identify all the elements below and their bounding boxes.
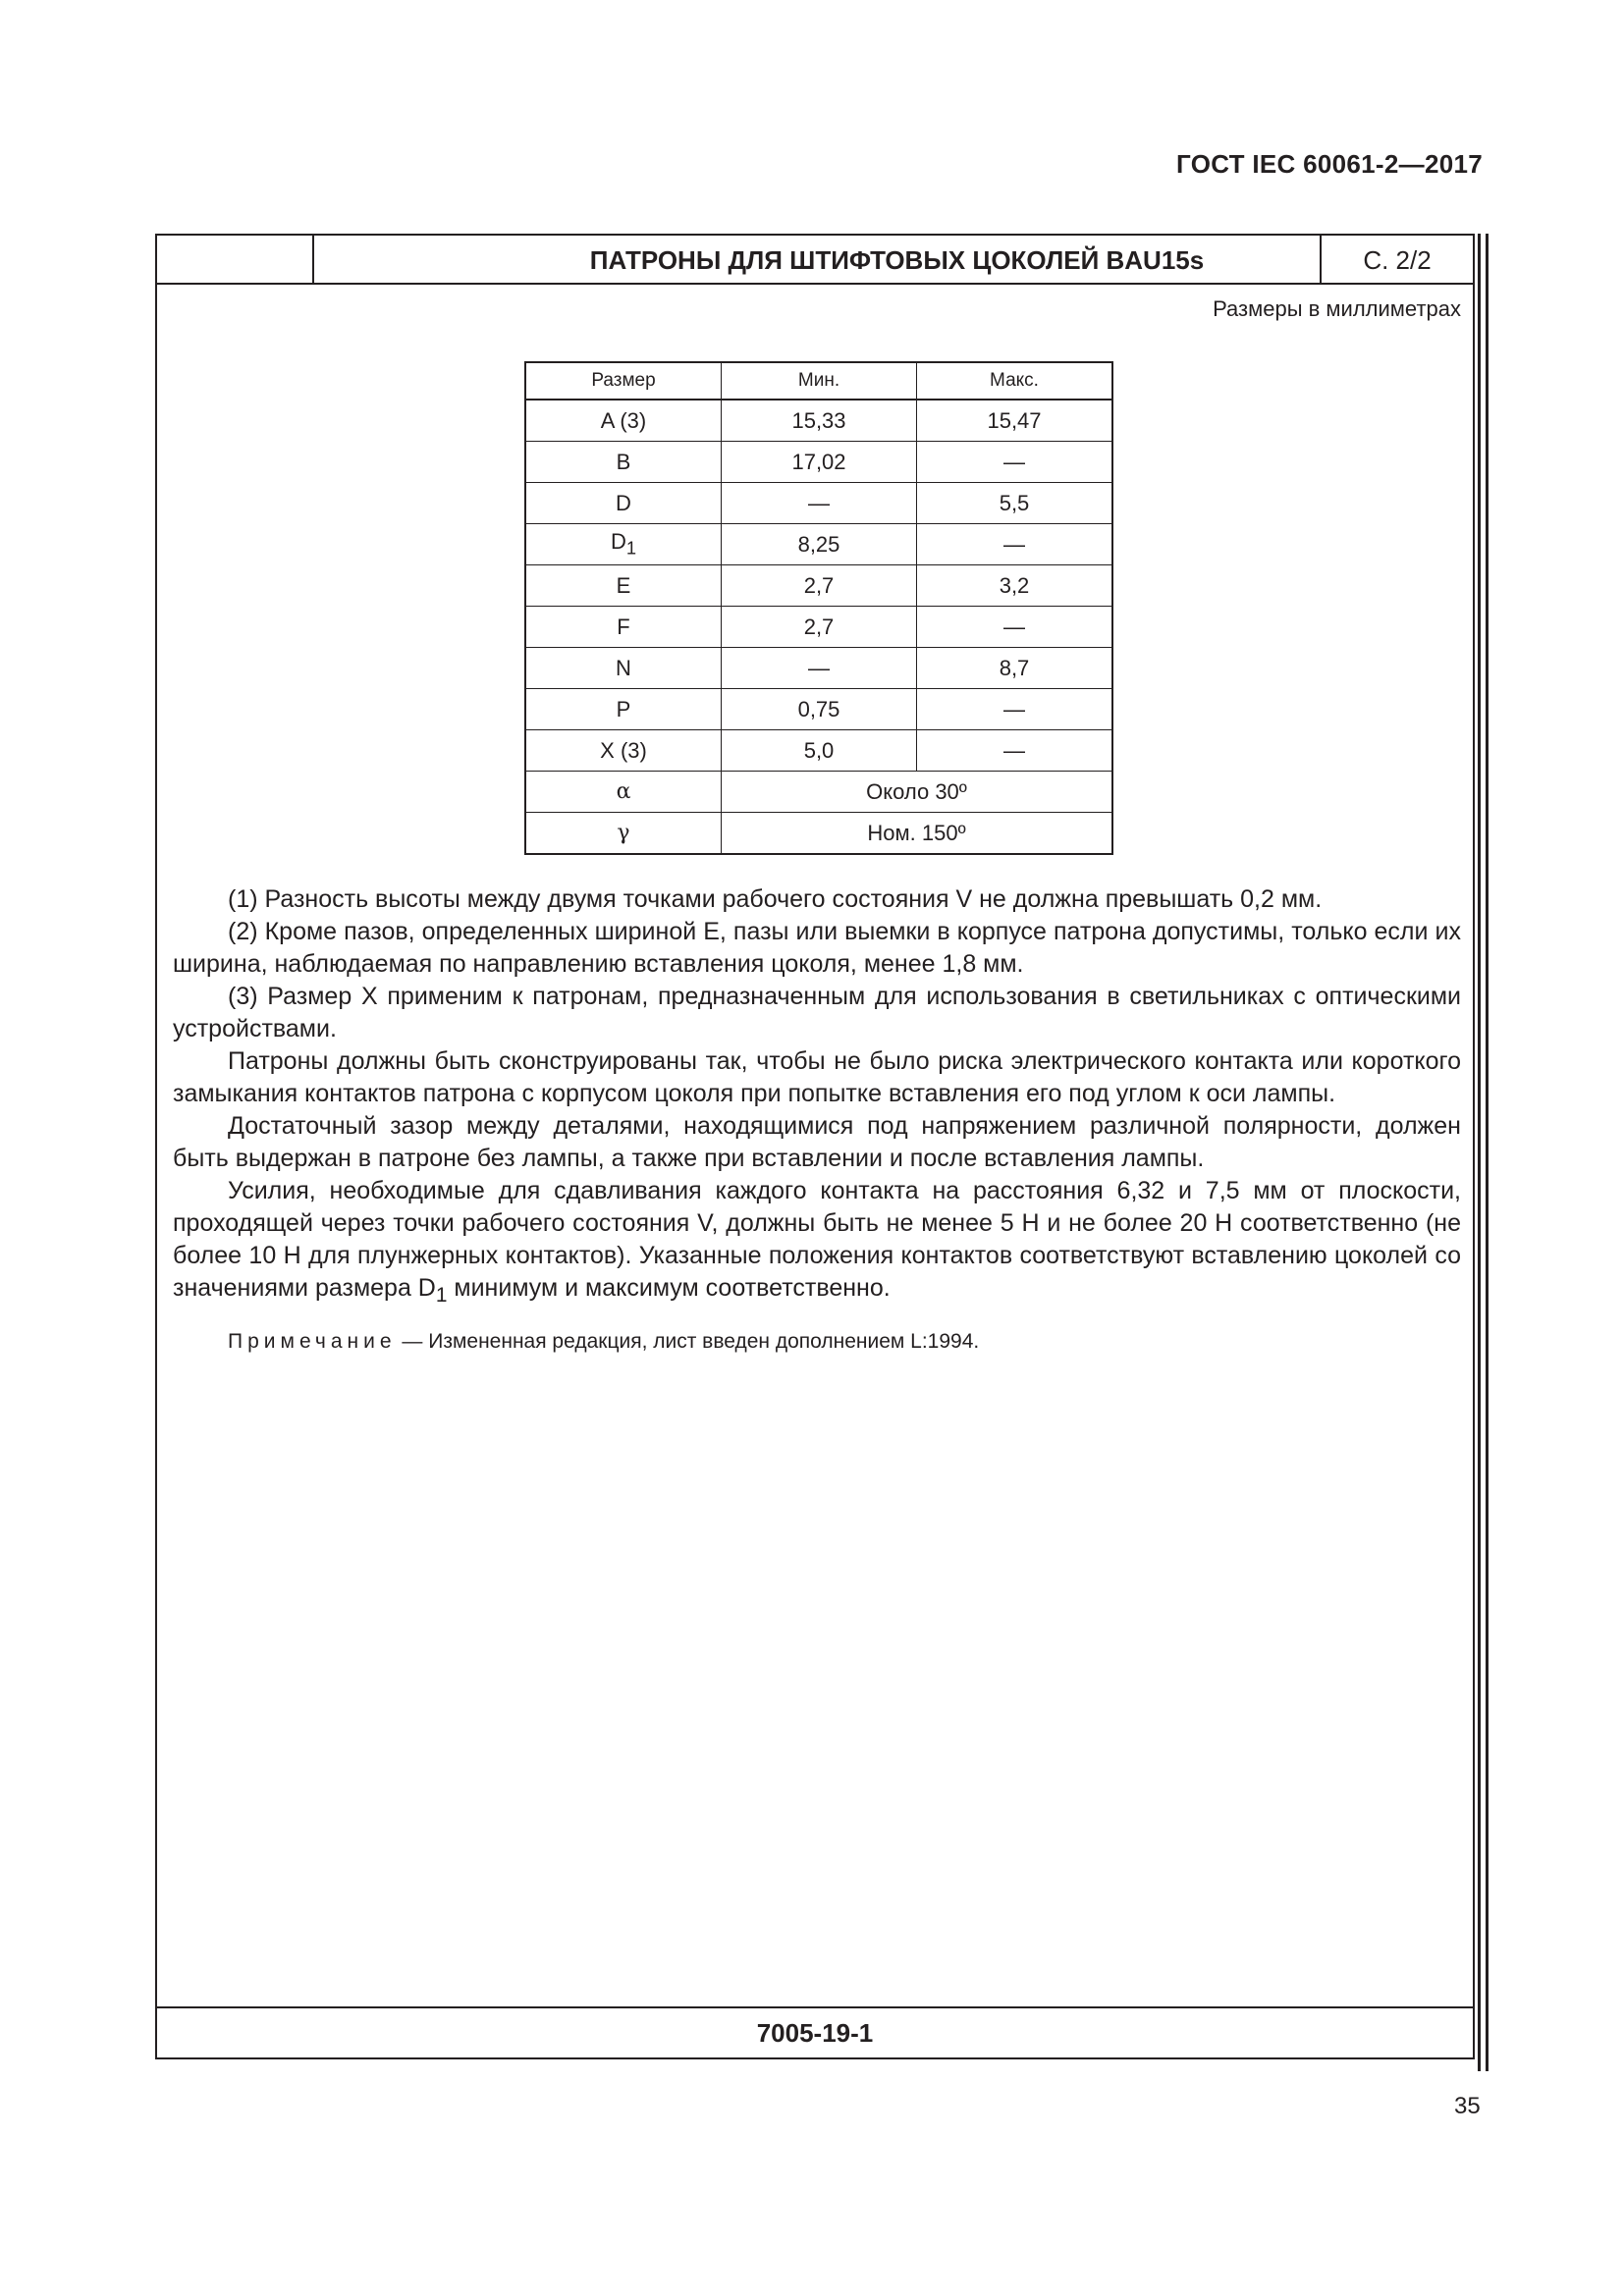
dim-cell-gamma: γ — [525, 813, 722, 855]
forces-text: Усилия, необходимые для сдавливания каждого контакта на расстояния 6,32 и 7,5 мм от плоскости, проходящей через точки рабочего состояния V, должны быть не менее 5 Н и не более 20 Н соответственно (не более 10 Н для плунжерных контактов). Указанные положения контактов соответствуют вставлению цоколей со значениями размера D — [173, 1177, 1461, 1302]
table-row — [525, 772, 1112, 813]
sheet-title: ПАТРОНЫ ДЛЯ ШТИФТОВЫХ ЦОКОЛЕЙ BAU15s — [589, 245, 1205, 275]
min-cell: 17,02 — [722, 442, 917, 483]
frame-edge-line — [1486, 234, 1489, 2071]
forces-subscript: 1 — [435, 1284, 448, 1307]
sheet-page-ref: С. 2/2 — [1320, 236, 1473, 283]
min-cell: 8,25 — [722, 524, 917, 565]
frame-edge-line — [1478, 234, 1481, 2071]
table-row — [525, 607, 1112, 648]
standard-code: ГОСТ IEC 60061-2—2017 — [1176, 149, 1483, 179]
max-cell: 5,5 — [917, 483, 1113, 524]
table-row — [525, 813, 1112, 855]
dim-cell: X (3) — [525, 730, 722, 772]
dim-subscript: 1 — [625, 537, 637, 559]
footnote-2: (2) Кроме пазов, определенных шириной E, пазы или выемки в корпусе патрона допустимы, только если их ширина, наблюдаемая по направлению вставления цоколя, менее 1,8 мм. — [173, 918, 1461, 978]
units-note: Размеры в миллиметрах — [1213, 296, 1461, 321]
page-number: 35 — [1454, 2093, 1481, 2119]
forces-text-end: минимум и максимум соответственно. — [447, 1274, 891, 1302]
table-row — [525, 689, 1112, 730]
note — [173, 1325, 1461, 1358]
dim-cell: F — [525, 607, 722, 648]
max-cell: — — [917, 607, 1113, 648]
dim-cell: D — [525, 483, 722, 524]
max-cell: 8,7 — [917, 648, 1113, 689]
span-cell: Около 30º — [722, 772, 1113, 813]
max-cell: — — [917, 730, 1113, 772]
dim-cell: N — [525, 648, 722, 689]
footnote-3: (3) Размер X применим к патронам, предназначенным для использования в светильниках с оптическими устройствами. — [173, 983, 1461, 1042]
dim-cell: E — [525, 565, 722, 607]
header-max: Макс. — [917, 362, 1113, 400]
paragraph-clearance: Достаточный зазор между деталями, находящимися под напряжением различной полярности, должен быть выдержан в патроне без лампы, а также при вставлении и после вставления лампы. — [173, 1112, 1461, 1172]
dim-cell: B — [525, 442, 722, 483]
sheet-number: 7005-19-1 — [157, 2006, 1473, 2057]
table-row — [525, 400, 1112, 442]
header-size: Размер — [525, 362, 722, 400]
note-label: Примечание — [228, 1330, 397, 1353]
dimensions-table — [524, 361, 1113, 855]
min-cell: 0,75 — [722, 689, 917, 730]
table-row — [525, 442, 1112, 483]
body-text — [173, 883, 1461, 1358]
title-blank-cell — [157, 236, 314, 283]
max-cell: — — [917, 524, 1113, 565]
table-row — [525, 730, 1112, 772]
footnote-1: (1) Разность высоты между двумя точками рабочего состояния V не должна превышать 0,2 мм. — [228, 885, 1323, 913]
dim-cell: P — [525, 689, 722, 730]
min-cell: — — [722, 483, 917, 524]
paragraph-design: Патроны должны быть сконструированы так, чтобы не было риска электрического контакта или короткого замыкания контактов патрона с корпусом цоколя при попытке вставления его под углом к оси лампы. — [173, 1047, 1461, 1107]
table-row — [525, 483, 1112, 524]
table-row — [525, 648, 1112, 689]
table-row — [525, 524, 1112, 565]
min-cell: 5,0 — [722, 730, 917, 772]
paragraph-forces — [173, 1175, 1461, 1311]
dim-cell: A (3) — [525, 400, 722, 442]
table-row — [525, 565, 1112, 607]
sheet-title-row — [157, 236, 1473, 285]
header-min: Мин. — [722, 362, 917, 400]
note-text: — Измененная редакция, лист введен дополнением L:1994. — [396, 1330, 980, 1353]
min-cell: 2,7 — [722, 607, 917, 648]
dim-cell — [525, 524, 722, 565]
dim-cell-alpha: α — [525, 772, 722, 813]
max-cell: — — [917, 689, 1113, 730]
min-cell: 15,33 — [722, 400, 917, 442]
span-cell: Ном. 150º — [722, 813, 1113, 855]
sheet-frame — [155, 234, 1475, 2059]
min-cell: 2,7 — [722, 565, 917, 607]
max-cell: — — [917, 442, 1113, 483]
dim-symbol: D — [610, 529, 626, 555]
min-cell: — — [722, 648, 917, 689]
max-cell: 15,47 — [917, 400, 1113, 442]
max-cell: 3,2 — [917, 565, 1113, 607]
